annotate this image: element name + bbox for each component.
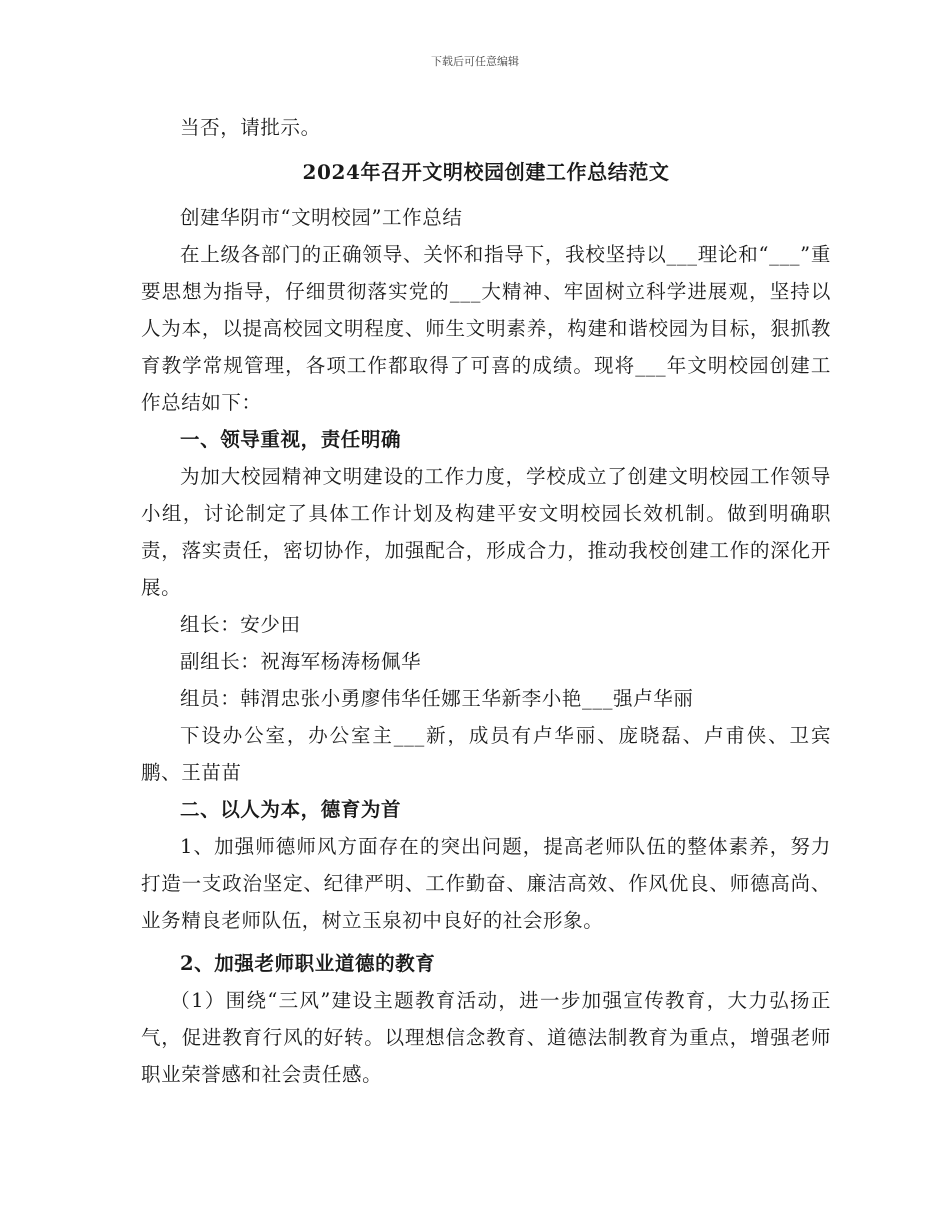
document-title: 2024年召开文明校园创建工作总结范文 [302,160,670,184]
section-heading-1: 一、领导重视，责任明确 [180,428,402,451]
intro-paragraph: 在上级各部门的正确领导、关怀和指导下，我校坚持以___理论和“___”重要思想为指导，仔细贯彻落实党的___大精神、牢固树立科学进展观，坚持以人为本，以提高校园文明程度、师生文明素养，构建和谐校园为目标，狠抓教育教学常规管理，各项工作都取得了可喜的成绩。现将___年文明校园创建工作总结如下： [141,243,831,414]
office-paragraph: 下设办公室，办公室主___新，成员有卢华丽、庞晓磊、卢甫侠、卫宾鹏、王苗苗 [141,724,831,784]
page-header-note: 下载后可任意编辑 [431,55,519,68]
group-leader-line: 组长：安少田 [180,613,301,636]
document-body [141,109,831,1093]
section-heading-2: 二、以人为本，德育为首 [180,798,402,821]
deputy-leader-line: 副组长：祝海军杨涛杨佩华 [180,650,422,673]
closing-line: 当否，请批示。 [180,116,321,139]
section-1-paragraph: 为加大校园精神文明建设的工作力度，学校成立了创建文明校园工作领导小组，讨论制定了具体工作计划及构建平安文明校园长效机制。做到明确职责，落实责任，密切协作，加强配合，形成合力，推动我校创建工作的深化开展。 [141,465,831,599]
section-2-item-2-1: （1）围绕“三风”建设主题教育活动，进一步加强宣传教育，大力弘扬正气，促进教育行风的好转。以理想信念教育、道德法制教育为重点，增强老师职业荣誉感和社会责任感。 [141,989,831,1086]
section-2-item-1: 1、加强师德师风方面存在的突出问题，提高老师队伍的整体素养，努力打造一支政治坚定、纪律严明、工作勤奋、廉洁高效、作风优良、师德高尚、业务精良老师队伍，树立玉泉初中良好的社会形象。 [141,835,831,932]
members-line: 组员：韩渭忠张小勇廖伟华任娜王华新李小艳___强卢华丽 [180,687,694,710]
subtitle-paragraph: 创建华阴市“文明校园”工作总结 [180,206,463,229]
section-2-heading-2: 2、加强老师职业道德的教育 [180,952,436,975]
